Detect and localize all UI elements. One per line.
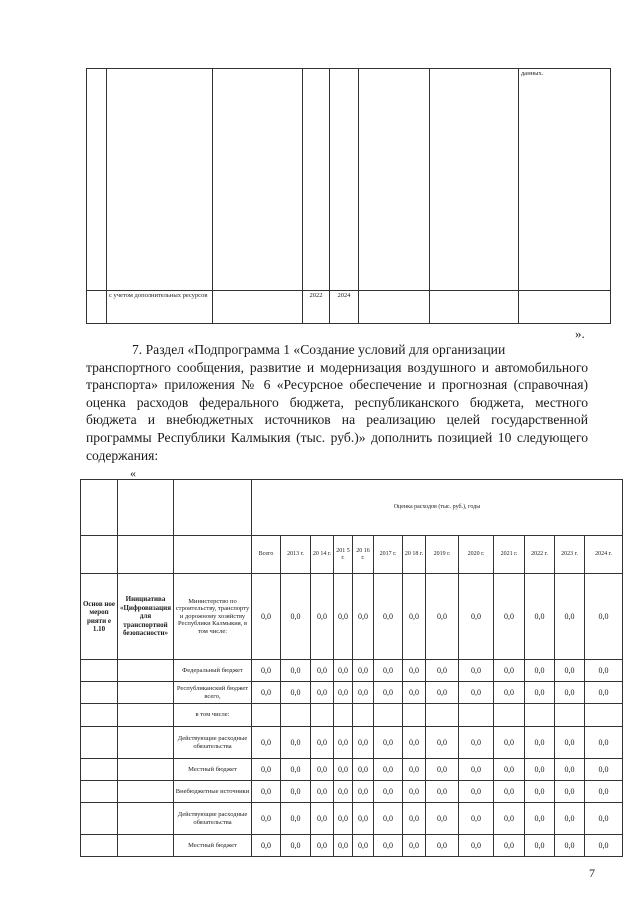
row-label: Федеральный бюджет: [174, 660, 252, 682]
year-header: 2024 г.: [585, 536, 623, 574]
value-cell: [459, 704, 494, 727]
value-cell: 0,0: [374, 727, 403, 759]
value-cell: 0,0: [353, 759, 374, 781]
value-cell: 0,0: [403, 835, 426, 857]
row-label: Внебюджетные источники: [174, 781, 252, 803]
value-cell: 0,0: [525, 781, 555, 803]
value-cell: 0,0: [252, 660, 281, 682]
value-cell: 0,0: [459, 759, 494, 781]
paragraph-first-line: 7. Раздел «Подпрограмма 1 «Создание условий для организации: [132, 342, 506, 357]
value-cell: 0,0: [353, 660, 374, 682]
value-cell: 0,0: [426, 759, 459, 781]
paragraph-body: транспортного сообщения, развитие и модернизация воздушного и автомобильного транспорта» приложения № 6 «Ресурсное обеспечение и прогнозная (справочная) оценка расходов федерального бюджета, республиканского бюджета, местного бюджета и внебюджетных источников на реализацию целей государственной программы Республики Калмыкия (тыс. руб.)» дополнить позицией 10 следующего содержания:: [86, 359, 588, 463]
empty-cell: [81, 781, 118, 803]
value-cell: 0,0: [252, 727, 281, 759]
table-row: [81, 835, 623, 857]
value-cell: 0,0: [252, 803, 281, 835]
row-label: Министерство по строительству, транспорту и дорожному хозяйству Республики Калмыкия, в том числе:: [174, 574, 252, 660]
value-cell: 0,0: [525, 803, 555, 835]
value-cell: 0,0: [353, 803, 374, 835]
value-cell: 0,0: [585, 759, 623, 781]
table-row: [81, 682, 623, 704]
value-cell: [353, 704, 374, 727]
year-header: 2021 г.: [494, 536, 525, 574]
header-caption: Оценка расходов (тыс. руб.), годы: [252, 480, 623, 536]
value-cell: 0,0: [426, 727, 459, 759]
header-empty-cell: [118, 536, 174, 574]
value-cell: 0,0: [403, 574, 426, 660]
value-cell: 0,0: [555, 574, 585, 660]
value-cell: 0,0: [585, 727, 623, 759]
value-cell: 0,0: [555, 835, 585, 857]
additional-resources-label: с учетом дополнительных ресурсов: [107, 291, 213, 324]
value-cell: 0,0: [525, 835, 555, 857]
header-empty-cell: [81, 480, 118, 536]
value-cell: 0,0: [374, 682, 403, 704]
value-cell: 0,0: [555, 803, 585, 835]
measure-id-cell: Основ ное мероп рияти е 1.10: [81, 574, 118, 660]
header-empty-cell: [174, 480, 252, 536]
row-label: Республиканский бюджет всего,: [174, 682, 252, 704]
value-cell: 0,0: [403, 660, 426, 682]
value-cell: 0,0: [252, 759, 281, 781]
empty-cell: [81, 803, 118, 835]
value-cell: 0,0: [334, 660, 353, 682]
value-cell: 0,0: [252, 574, 281, 660]
value-cell: 0,0: [426, 574, 459, 660]
value-cell: 0,0: [403, 727, 426, 759]
value-cell: 0,0: [311, 835, 334, 857]
empty-cell: [81, 759, 118, 781]
value-cell: 0,0: [555, 727, 585, 759]
empty-cell: [118, 835, 174, 857]
value-cell: [252, 704, 281, 727]
value-cell: 0,0: [494, 781, 525, 803]
value-cell: 0,0: [281, 660, 311, 682]
value-cell: 0,0: [353, 727, 374, 759]
year-header: 201 5 г.: [334, 536, 353, 574]
value-cell: 0,0: [459, 660, 494, 682]
continuation-table: [86, 68, 611, 324]
value-cell: 0,0: [494, 727, 525, 759]
value-cell: 0,0: [555, 682, 585, 704]
value-cell: [426, 704, 459, 727]
row-label: Действующие расходные обязательства: [174, 803, 252, 835]
value-cell: 0,0: [403, 803, 426, 835]
empty-cell: [118, 803, 174, 835]
header-empty-cell: [118, 480, 174, 536]
value-cell: 0,0: [494, 759, 525, 781]
year-header: 2023 г.: [555, 536, 585, 574]
value-cell: 0,0: [281, 574, 311, 660]
value-cell: 0,0: [311, 574, 334, 660]
value-cell: 0,0: [585, 835, 623, 857]
value-cell: 0,0: [459, 682, 494, 704]
table-row: [81, 759, 623, 781]
value-cell: 0,0: [311, 803, 334, 835]
value-cell: 0,0: [353, 781, 374, 803]
value-cell: 0,0: [281, 727, 311, 759]
value-cell: [585, 704, 623, 727]
empty-cell: [118, 682, 174, 704]
value-cell: 0,0: [426, 682, 459, 704]
empty-cell: [118, 660, 174, 682]
value-cell: 0,0: [374, 835, 403, 857]
empty-cell: [81, 704, 118, 727]
value-cell: 0,0: [525, 682, 555, 704]
value-cell: 0,0: [353, 574, 374, 660]
value-cell: 0,0: [311, 759, 334, 781]
empty-cell: [118, 704, 174, 727]
value-cell: [374, 704, 403, 727]
measure-name-cell: Инициатива «Цифровизация для транспортной безопасности»: [118, 574, 174, 660]
value-cell: 0,0: [585, 574, 623, 660]
value-cell: 0,0: [494, 803, 525, 835]
value-cell: [311, 704, 334, 727]
value-cell: 0,0: [374, 759, 403, 781]
value-cell: 0,0: [252, 682, 281, 704]
value-cell: 0,0: [459, 835, 494, 857]
value-cell: 0,0: [555, 759, 585, 781]
row-label: Действующие расходные обязательства: [174, 727, 252, 759]
value-cell: 0,0: [334, 574, 353, 660]
value-cell: 0,0: [525, 660, 555, 682]
value-cell: 0,0: [585, 781, 623, 803]
value-cell: 0,0: [374, 660, 403, 682]
value-cell: 0,0: [353, 682, 374, 704]
value-cell: 0,0: [334, 682, 353, 704]
empty-cell: [118, 781, 174, 803]
value-cell: 0,0: [334, 759, 353, 781]
value-cell: 0,0: [374, 574, 403, 660]
value-cell: 0,0: [459, 803, 494, 835]
value-cell: 0,0: [403, 759, 426, 781]
value-cell: 0,0: [459, 781, 494, 803]
value-cell: 0,0: [426, 803, 459, 835]
value-cell: [494, 704, 525, 727]
year-header: 2022 г.: [525, 536, 555, 574]
value-cell: 0,0: [494, 682, 525, 704]
amendment-paragraph: [86, 341, 588, 464]
table-row: [81, 574, 623, 660]
value-cell: 0,0: [334, 727, 353, 759]
value-cell: 0,0: [281, 759, 311, 781]
empty-cell: [81, 835, 118, 857]
header-empty-cell: [174, 536, 252, 574]
value-cell: 0,0: [494, 574, 525, 660]
value-cell: 0,0: [459, 574, 494, 660]
value-cell: 0,0: [311, 682, 334, 704]
year-header: 2019 г.: [426, 536, 459, 574]
empty-cell: [118, 727, 174, 759]
empty-cell: [81, 660, 118, 682]
value-cell: [281, 704, 311, 727]
value-cell: 0,0: [334, 781, 353, 803]
closing-quote: ».: [575, 326, 585, 341]
year-header: Всего: [252, 536, 281, 574]
value-cell: 0,0: [281, 835, 311, 857]
year-end-cell: 2024: [330, 291, 359, 324]
row-label: Местный бюджет: [174, 759, 252, 781]
table-row: [81, 704, 623, 727]
year-header: 20 14 г.: [311, 536, 334, 574]
value-cell: 0,0: [426, 835, 459, 857]
value-cell: [334, 704, 353, 727]
value-cell: 0,0: [311, 660, 334, 682]
value-cell: 0,0: [403, 781, 426, 803]
empty-cell: [81, 727, 118, 759]
value-cell: 0,0: [585, 682, 623, 704]
value-cell: 0,0: [525, 574, 555, 660]
value-cell: 0,0: [459, 727, 494, 759]
resource-table: [80, 479, 623, 857]
value-cell: [525, 704, 555, 727]
row-label: Местный бюджет: [174, 835, 252, 857]
value-cell: 0,0: [311, 781, 334, 803]
year-start-cell: 2022: [303, 291, 330, 324]
value-cell: 0,0: [426, 781, 459, 803]
value-cell: 0,0: [426, 660, 459, 682]
table-row: [81, 660, 623, 682]
page-number: 7: [589, 866, 595, 880]
table-row: [81, 781, 623, 803]
value-cell: 0,0: [555, 781, 585, 803]
row-label: в том числе:: [174, 704, 252, 727]
value-cell: 0,0: [252, 781, 281, 803]
continuation-cell-text: данных.: [519, 69, 611, 291]
value-cell: 0,0: [374, 803, 403, 835]
value-cell: 0,0: [525, 727, 555, 759]
table-row: [81, 803, 623, 835]
value-cell: 0,0: [374, 781, 403, 803]
value-cell: 0,0: [585, 803, 623, 835]
year-header: 2020 г.: [459, 536, 494, 574]
value-cell: 0,0: [494, 835, 525, 857]
opening-quote: «: [130, 466, 136, 480]
value-cell: [403, 704, 426, 727]
table-row: [81, 727, 623, 759]
value-cell: 0,0: [494, 660, 525, 682]
year-header: 2017 г.: [374, 536, 403, 574]
value-cell: 0,0: [403, 682, 426, 704]
value-cell: 0,0: [353, 835, 374, 857]
value-cell: 0,0: [525, 759, 555, 781]
value-cell: 0,0: [281, 682, 311, 704]
value-cell: 0,0: [252, 835, 281, 857]
year-header: 20 18 г.: [403, 536, 426, 574]
year-header: 2013 г.: [281, 536, 311, 574]
year-header: 20 16 г.: [353, 536, 374, 574]
value-cell: 0,0: [334, 835, 353, 857]
value-cell: 0,0: [311, 727, 334, 759]
value-cell: 0,0: [585, 660, 623, 682]
value-cell: 0,0: [281, 781, 311, 803]
value-cell: 0,0: [334, 803, 353, 835]
value-cell: 0,0: [281, 803, 311, 835]
empty-cell: [118, 759, 174, 781]
value-cell: 0,0: [555, 660, 585, 682]
empty-cell: [81, 682, 118, 704]
header-empty-cell: [81, 536, 118, 574]
value-cell: [555, 704, 585, 727]
